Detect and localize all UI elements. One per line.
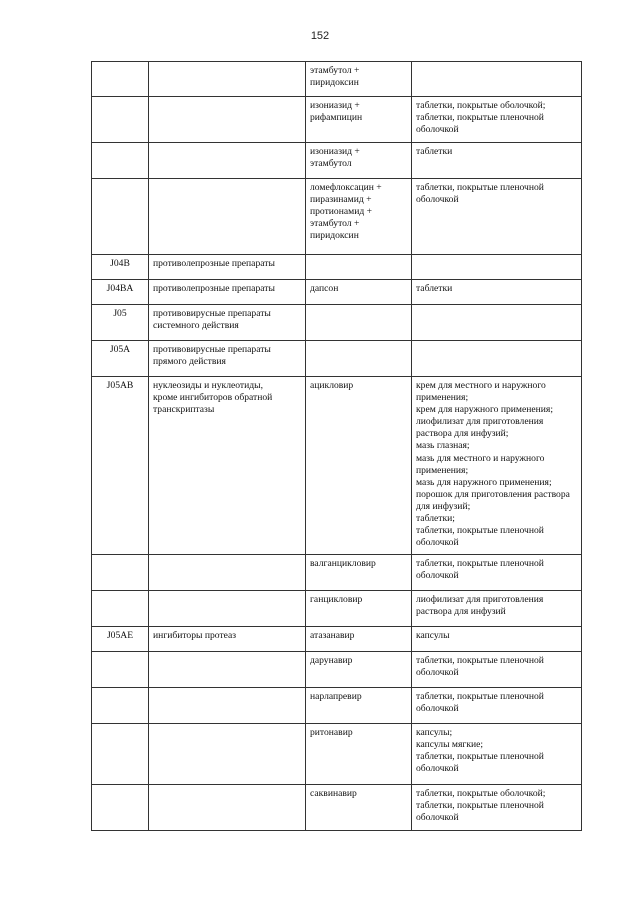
atc-code-cell <box>92 688 149 724</box>
table-row <box>92 341 582 377</box>
page-number: 152 <box>310 30 330 42</box>
table-row <box>92 377 582 555</box>
table-row <box>92 785 582 831</box>
group-name-cell: противолепрозные препараты <box>149 255 306 280</box>
dosage-forms-cell <box>412 305 582 341</box>
drug-name-cell: изониазид + этамбутол <box>306 143 412 179</box>
dosage-forms-cell: капсулы; капсулы мягкие; таблетки, покрытые пленочной оболочкой <box>412 724 582 785</box>
group-name-cell <box>149 724 306 785</box>
drug-name-cell: саквинавир <box>306 785 412 831</box>
dosage-forms-cell: таблетки, покрытые пленочной оболочкой <box>412 688 582 724</box>
group-name-cell <box>149 785 306 831</box>
drug-name-cell: ломефлоксацин + пиразинамид + протионамид + этамбутол + пиридоксин <box>306 179 412 255</box>
drug-name-cell: ритонавир <box>306 724 412 785</box>
drug-name-cell: дарунавир <box>306 652 412 688</box>
atc-code-cell <box>92 785 149 831</box>
group-name-cell: противолепрозные препараты <box>149 280 306 305</box>
group-name-cell <box>149 555 306 591</box>
table-row <box>92 591 582 627</box>
drug-name-cell: изониазид + рифампицин <box>306 97 412 143</box>
table-row <box>92 724 582 785</box>
atc-code-cell <box>92 179 149 255</box>
dosage-forms-cell: таблетки <box>412 280 582 305</box>
atc-code-cell: J05AE <box>92 627 149 652</box>
drug-name-cell: дапсон <box>306 280 412 305</box>
table-row <box>92 143 582 179</box>
dosage-forms-cell <box>412 255 582 280</box>
group-name-cell <box>149 62 306 97</box>
atc-code-cell: J05A <box>92 341 149 377</box>
table-row <box>92 255 582 280</box>
drug-name-cell: атазанавир <box>306 627 412 652</box>
dosage-forms-cell <box>412 341 582 377</box>
dosage-forms-cell: таблетки, покрытые оболочкой; таблетки, покрытые пленочной оболочкой <box>412 785 582 831</box>
group-name-cell <box>149 143 306 179</box>
dosage-forms-cell: крем для местного и наружного применения; крем для наружного применения; лиофилизат для приготовления раствора для инфузий; мазь глазная; мазь для местного и наружного применения; мазь для наружного применения; порошок для приготовления раствора для инфузий; таблетки; таблетки, покрытые пленочной оболочкой <box>412 377 582 555</box>
group-name-cell <box>149 652 306 688</box>
dosage-forms-cell: таблетки, покрытые пленочной оболочкой <box>412 555 582 591</box>
group-name-cell <box>149 97 306 143</box>
table-row <box>92 305 582 341</box>
group-name-cell: противовирусные препараты системного действия <box>149 305 306 341</box>
atc-code-cell: J05AB <box>92 377 149 555</box>
drug-name-cell <box>306 305 412 341</box>
atc-code-cell: J04BA <box>92 280 149 305</box>
atc-code-cell <box>92 555 149 591</box>
drug-name-cell: ганцикловир <box>306 591 412 627</box>
drug-name-cell: ацикловир <box>306 377 412 555</box>
atc-code-cell <box>92 62 149 97</box>
drug-table <box>91 61 582 831</box>
table-row <box>92 179 582 255</box>
drug-table-body <box>92 62 582 831</box>
dosage-forms-cell: таблетки, покрытые пленочной оболочкой <box>412 179 582 255</box>
dosage-forms-cell: капсулы <box>412 627 582 652</box>
dosage-forms-cell: таблетки, покрытые пленочной оболочкой <box>412 652 582 688</box>
drug-name-cell: нарлапревир <box>306 688 412 724</box>
drug-name-cell <box>306 255 412 280</box>
atc-code-cell <box>92 143 149 179</box>
table-row <box>92 627 582 652</box>
table-row <box>92 652 582 688</box>
atc-code-cell <box>92 652 149 688</box>
atc-code-cell <box>92 591 149 627</box>
group-name-cell: нуклеозиды и нуклеотиды, кроме ингибиторов обратной транскриптазы <box>149 377 306 555</box>
table-row <box>92 555 582 591</box>
dosage-forms-cell <box>412 62 582 97</box>
atc-code-cell: J05 <box>92 305 149 341</box>
dosage-forms-cell: таблетки, покрытые оболочкой; таблетки, покрытые пленочной оболочкой <box>412 97 582 143</box>
table-row <box>92 280 582 305</box>
group-name-cell <box>149 591 306 627</box>
group-name-cell: противовирусные препараты прямого действия <box>149 341 306 377</box>
dosage-forms-cell: лиофилизат для приготовления раствора для инфузий <box>412 591 582 627</box>
atc-code-cell <box>92 97 149 143</box>
group-name-cell <box>149 688 306 724</box>
table-row <box>92 97 582 143</box>
group-name-cell <box>149 179 306 255</box>
atc-code-cell <box>92 724 149 785</box>
dosage-forms-cell: таблетки <box>412 143 582 179</box>
drug-name-cell <box>306 341 412 377</box>
group-name-cell: ингибиторы протеаз <box>149 627 306 652</box>
table-row <box>92 62 582 97</box>
drug-name-cell: этамбутол + пиридоксин <box>306 62 412 97</box>
atc-code-cell: J04B <box>92 255 149 280</box>
table-row <box>92 688 582 724</box>
drug-name-cell: валганцикловир <box>306 555 412 591</box>
